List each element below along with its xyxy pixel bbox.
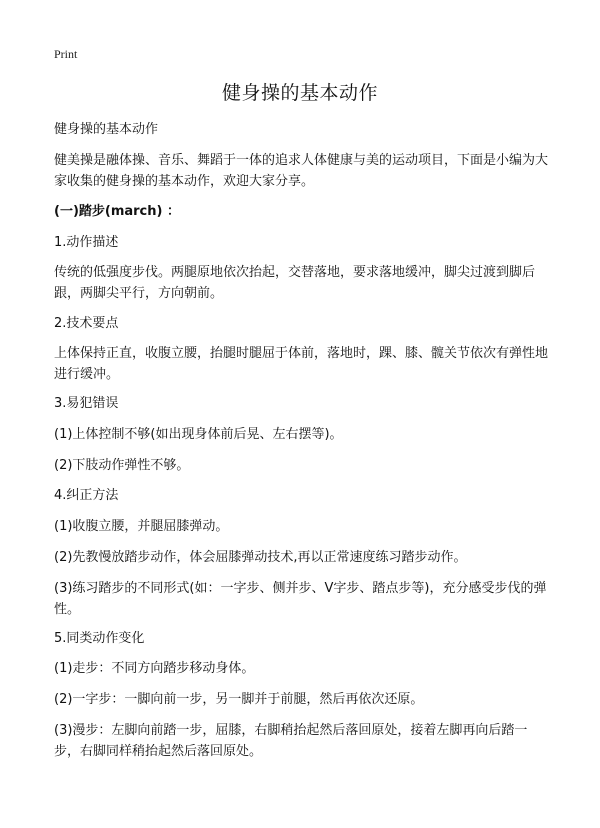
subtitle: 健身操的基本动作 — [54, 122, 159, 137]
error-item-1: (1)上体控制不够(如出现身体前后晃、左右摆等)。 — [54, 427, 343, 442]
paragraph-action-description: 传统的低强度步伐。两腿原地依次抬起，交替落地，要求落地缓冲，脚尖过渡到脚后跟，两脚尖平行，方向朝前。 — [54, 265, 536, 301]
error-item-2: (2)下肢动作弹性不够。 — [54, 458, 190, 473]
heading-technical-points: 2.技术要点 — [54, 316, 119, 331]
variation-item-2: (2)一字步：一脚向前一步，另一脚并于前腿，然后再依次还原。 — [54, 692, 424, 707]
print-link[interactable]: Print — [54, 47, 78, 61]
correction-item-2: (2)先教慢放踏步动作，体会屈膝弹动技术,再以正常速度练习踏步动作。 — [54, 550, 467, 565]
heading-action-description: 1.动作描述 — [54, 235, 119, 250]
paragraph-technical-points: 上体保持正直，收腹立腰，抬腿时腿屈于体前，落地时，踝、膝、髋关节依次有弹性地进行缓冲。 — [54, 346, 549, 382]
heading-correction-methods: 4.纠正方法 — [54, 488, 119, 503]
heading-variations: 5.同类动作变化 — [54, 631, 145, 646]
variation-item-3: (3)漫步：左脚向前踏一步，屈膝，右脚稍抬起然后落回原处，接着左脚再向后踏一步，右脚同样稍抬起然后落回原处。 — [54, 723, 528, 759]
correction-item-1: (1)收腹立腰，并腿屈膝弹动。 — [54, 519, 229, 534]
correction-item-3: (3)练习踏步的不同形式(如：一字步、侧并步、V字步、踏点步等)，充分感受步伐的弹性。 — [54, 581, 547, 617]
intro-paragraph: 健美操是融体操、音乐、舞蹈于一体的追求人体健康与美的运动项目，下面是小编为大家收集的健身操的基本动作，欢迎大家分享。 — [54, 153, 549, 189]
section-heading-march: (一)踏步(march) ： — [54, 204, 180, 219]
variation-item-1: (1)走步：不同方向踏步移动身体。 — [54, 661, 255, 676]
heading-common-errors: 3.易犯错误 — [54, 396, 119, 411]
page-title: 健身操的基本动作 — [221, 82, 378, 104]
